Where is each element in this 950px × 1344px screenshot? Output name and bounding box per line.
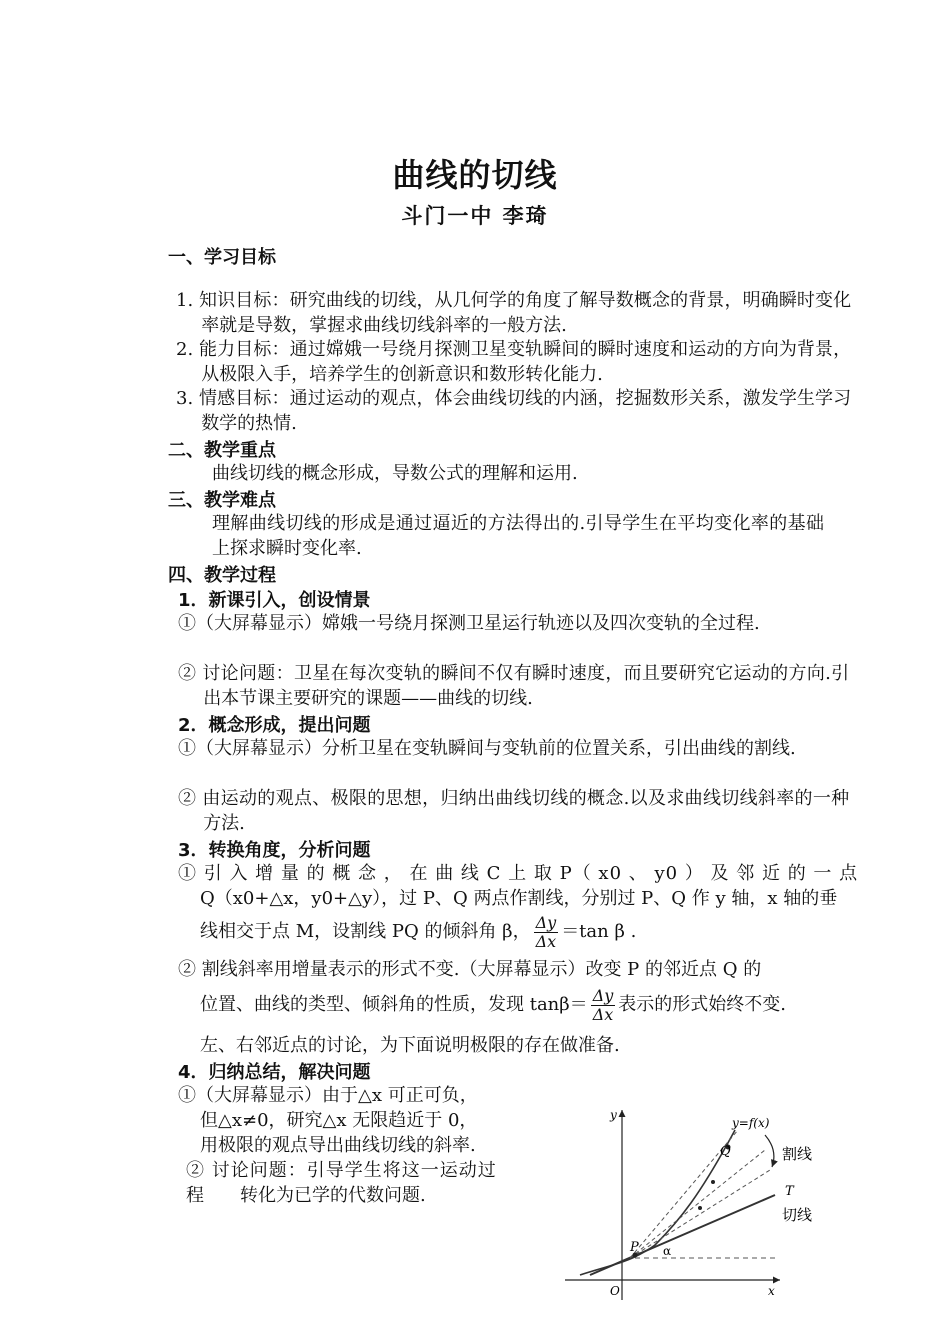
difficulties-body: 理解曲线切线的形成是通过逼近的方法得出的.引导学生在平均变化率的基础上探求瞬时变化率.: [212, 513, 824, 559]
subsection-heading-summary: 4．归纳总结，解决问题: [178, 1062, 371, 1083]
summary-line-4: ② 讨论问题：引导学生将这一运动过: [186, 1160, 497, 1181]
point-mid-1: [711, 1180, 715, 1184]
point-mid-2: [698, 1206, 702, 1210]
key-points-body: 曲线切线的概念形成，导数公式的理解和运用.: [212, 463, 578, 484]
curve: [580, 1130, 735, 1275]
analysis-item2-line3: 左、右邻近点的讨论，为下面说明极限的存在做准备.: [200, 1035, 620, 1056]
label-x-axis: x: [768, 1284, 775, 1298]
fraction-denominator: Δx: [535, 931, 557, 951]
label-t: T: [785, 1184, 794, 1199]
summary-line-1: ①（大屏幕显示）由于△x 可正可负，: [178, 1085, 478, 1106]
section-heading-key-points: 二、教学重点: [168, 440, 276, 461]
label-curve: y=f(x): [732, 1116, 770, 1130]
label-q: Q: [720, 1144, 731, 1159]
section-heading-process: 四、教学过程: [168, 565, 276, 586]
objective-ability: 2. 能力目标：通过嫦娥一号绕月探测卫星变轨瞬间的瞬时速度和运动的方向为背景，从极限入手，培养学生的创新意识和数形转化能力.: [176, 339, 852, 385]
analysis-item1-line3-text: 线相交于点 M，设割线 PQ 的倾斜角 β，: [200, 921, 531, 942]
summary-line-3: 用极限的观点导出曲线切线的斜率.: [200, 1135, 476, 1156]
label-origin: O: [610, 1284, 620, 1298]
tangent-secant-figure: [560, 1105, 820, 1305]
concept-item-1: ①（大屏幕显示）分析卫星在变轨瞬间与变轨前的位置关系，引出曲线的割线.: [178, 738, 796, 759]
intro-item-1: ①（大屏幕显示）嫦娥一号绕月探测卫星运行轨迹以及四次变轨的全过程.: [178, 613, 760, 634]
analysis-item2-line2: [200, 985, 786, 1025]
intro-item-2: ② 讨论问题：卫星在每次变轨的瞬间不仅有瞬时速度，而且要研究它运动的方向.引出本节课主要研究的课题——曲线的切线.: [178, 663, 850, 709]
motion-arrow: [765, 1135, 774, 1167]
label-tangent: 切线: [782, 1206, 813, 1224]
figure-svg: [560, 1105, 820, 1305]
label-secant: 割线: [782, 1145, 813, 1163]
section-heading-objectives: 一、学习目标: [168, 247, 276, 268]
fraction-numerator: Δy: [535, 912, 557, 932]
fraction-dy-dx: [534, 914, 559, 951]
section-heading-difficulties: 三、教学难点: [168, 490, 276, 511]
analysis-item1-line2: Q（x0+△x，y0+△y），过 P、Q 两点作割线，分别过 P、Q 作 y 轴，x 轴的垂: [200, 888, 838, 909]
tangent-line: [590, 1195, 775, 1275]
analysis-item2-line2-text: 位置、曲线的类型、倾斜角的性质，发现 tanβ＝: [200, 994, 588, 1015]
subsection-heading-concept: 2．概念形成，提出问题: [178, 715, 371, 736]
doc-author: 斗门一中 李琦: [401, 204, 549, 228]
doc-title: 曲线的切线: [392, 156, 558, 194]
concept-item-2: ② 由运动的观点、极限的思想，归纳出曲线切线的概念.以及求曲线切线斜率的一种方法.: [178, 788, 850, 834]
label-y-axis: y: [610, 1108, 617, 1122]
fraction-numerator-2: Δy: [592, 985, 614, 1005]
summary-line-5: 程 转化为已学的代数问题.: [186, 1185, 426, 1206]
summary-line-2: 但△x≠0，研究△x 无限趋近于 0，: [200, 1110, 478, 1131]
analysis-item2-line1: ② 割线斜率用增量表示的形式不变.（大屏幕显示）改变 P 的邻近点 Q 的: [178, 959, 762, 980]
fraction-denominator-2: Δx: [592, 1004, 614, 1024]
secant-line-3: [630, 1170, 770, 1258]
analysis-item1-line3: [200, 912, 636, 952]
label-alpha: α: [663, 1244, 672, 1258]
fraction-dy-dx-2: [591, 987, 616, 1024]
label-p: P: [630, 1240, 639, 1255]
analysis-item2-line2-tail: 表示的形式始终不变.: [618, 994, 787, 1015]
analysis-item1-line1: ① 引 入 增 量 的 概 念 ， 在 曲 线 C 上 取 P（ x0 、 y0 ） 及 邻 近 的 一 点: [178, 863, 859, 884]
objective-knowledge: 1. 知识目标：研究曲线的切线，从几何学的角度了解导数概念的背景，明确瞬时变化率就是导数，掌握求曲线切线斜率的一般方法.: [176, 290, 852, 336]
subsection-heading-intro: 1．新课引入，创设情景: [178, 590, 371, 611]
subsection-heading-analysis: 3．转换角度，分析问题: [178, 840, 371, 861]
objective-emotion: 3. 情感目标：通过运动的观点，体会曲线切线的内涵，挖掘数形关系，激发学生学习数学的热情.: [176, 388, 852, 434]
secant-line-2: [630, 1150, 765, 1258]
analysis-item1-line3-tail: ＝tan β .: [561, 921, 637, 942]
